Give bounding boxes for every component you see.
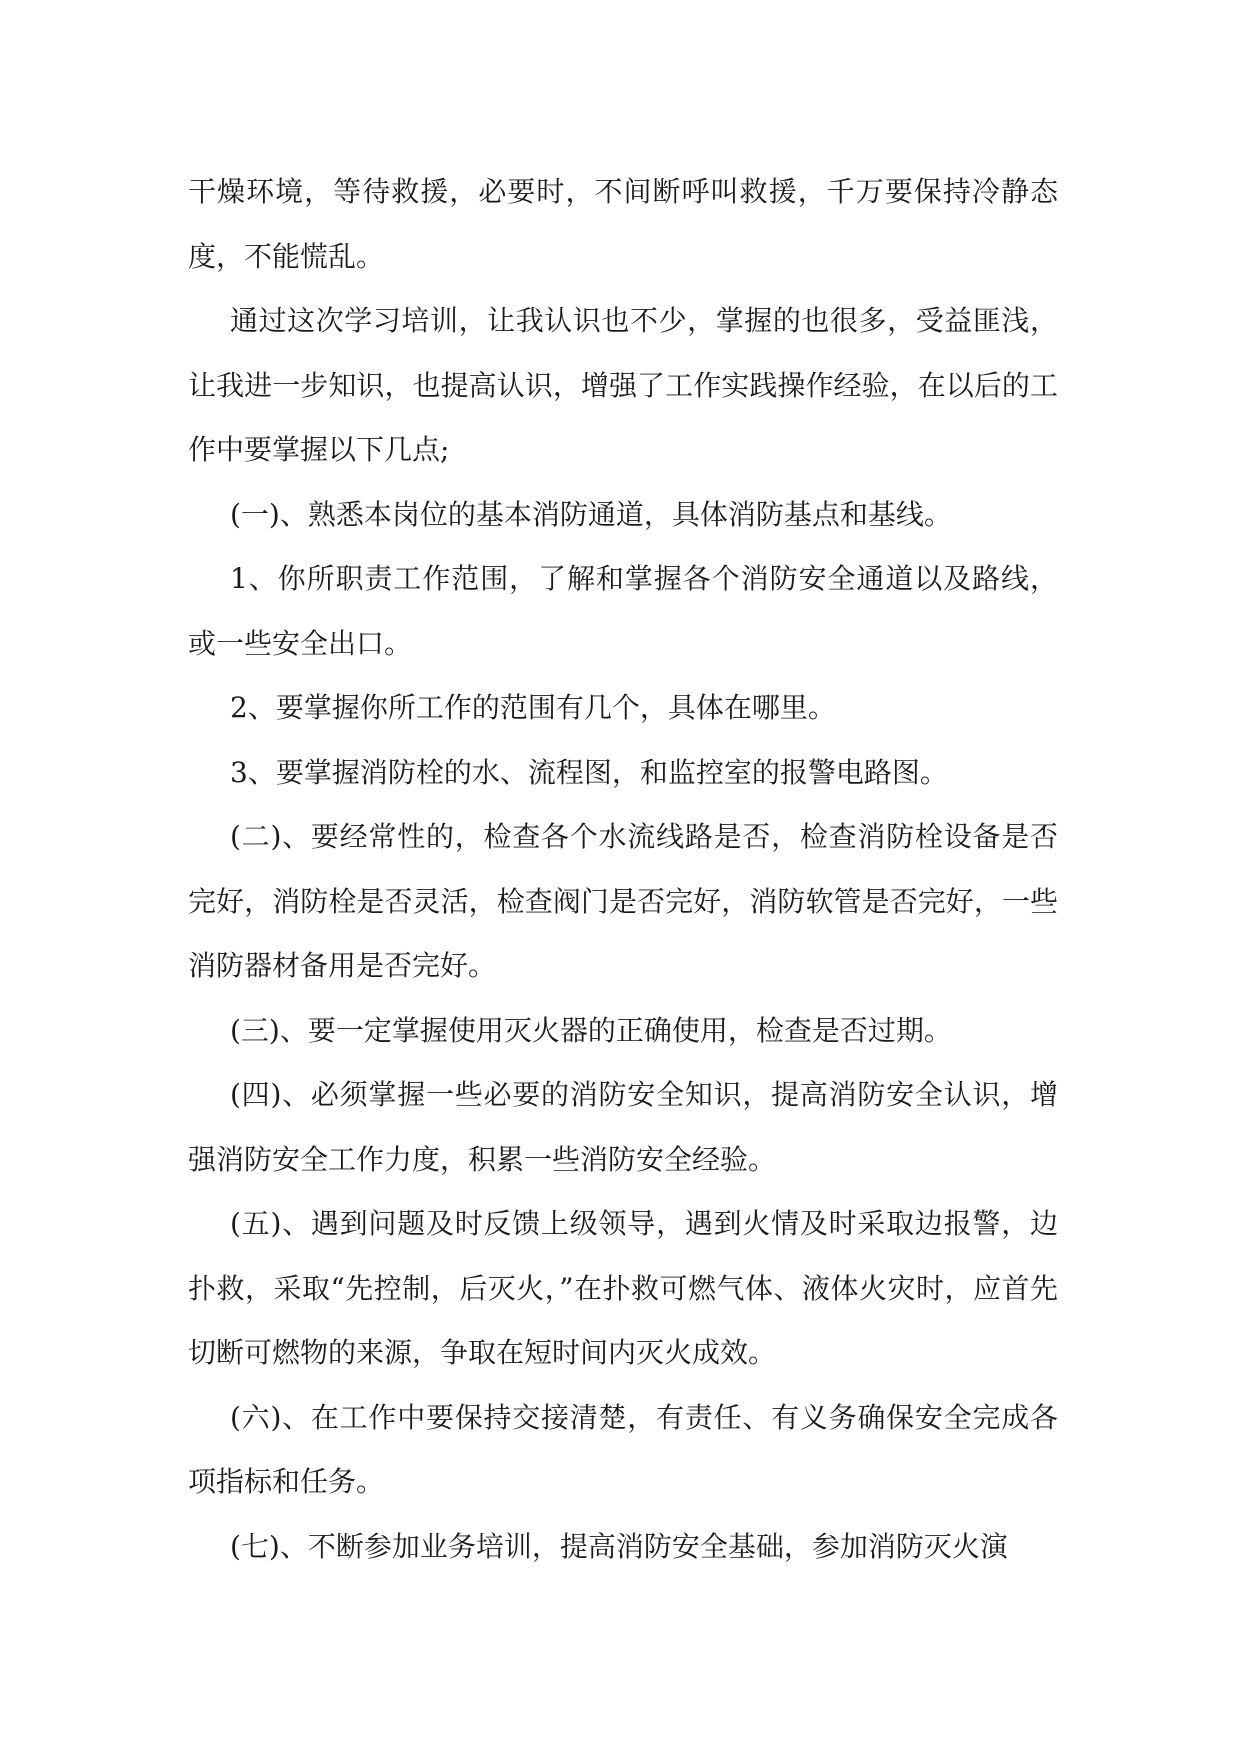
paragraph-item-2: (二)、要经常性的，检查各个水流线路是否，检查消防栓设备是否完好，消防栓是否灵活，检查阀门是否完好，消防软管是否完好，一些消防器材备用是否完好。 (188, 820, 1058, 982)
paragraph-item-5: (五)、遇到问题及时反馈上级领导，遇到火情及时采取边报警，边扑救，采取“先控制，后灭火，”在扑救可燃气体、液体火灾时，应首先切断可燃物的来源，争取在短时间内灭火成效。 (188, 1207, 1058, 1369)
paragraph-item-3: (三)、要一定掌握使用灭火器的正确使用，检查是否过期。 (230, 1013, 952, 1047)
document-body (188, 160, 1058, 1579)
paragraph-rescue-wait: 干燥环境，等待救援，必要时，不间断呼叫救援，千万要保持冷静态度，不能慌乱。 (188, 175, 1058, 273)
paragraph-item-1: (一)、熟悉本岗位的基本消防通道，具体消防基点和基线。 (230, 497, 952, 531)
paragraph-item-6: (六)、在工作中要保持交接清楚，有责任、有义务确保安全完成各项指标和任务。 (188, 1400, 1058, 1498)
paragraph-training-summary: 通过这次学习培训，让我认识也不少，掌握的也很多，受益匪浅，让我进一步知识，也提高认识，增强了工作实践操作经验，在以后的工作中要掌握以下几点; (188, 304, 1058, 466)
paragraph-subitem-2: 2、要掌握你所工作的范围有几个，具体在哪里。 (230, 691, 836, 724)
paragraph-item-7: (七)、不断参加业务培训，提高消防安全基础，参加消防灭火演 (230, 1529, 1008, 1563)
paragraph-subitem-1: 1、你所职责工作范围，了解和掌握各个消防安全通道以及路线，或一些安全出口。 (188, 562, 1058, 660)
paragraph-item-4: (四)、必须掌握一些必要的消防安全知识，提高消防安全认识，增强消防安全工作力度，积累一些消防安全经验。 (188, 1078, 1058, 1176)
paragraph-subitem-3: 3、要掌握消防栓的水、流程图，和监控室的报警电路图。 (230, 755, 948, 789)
